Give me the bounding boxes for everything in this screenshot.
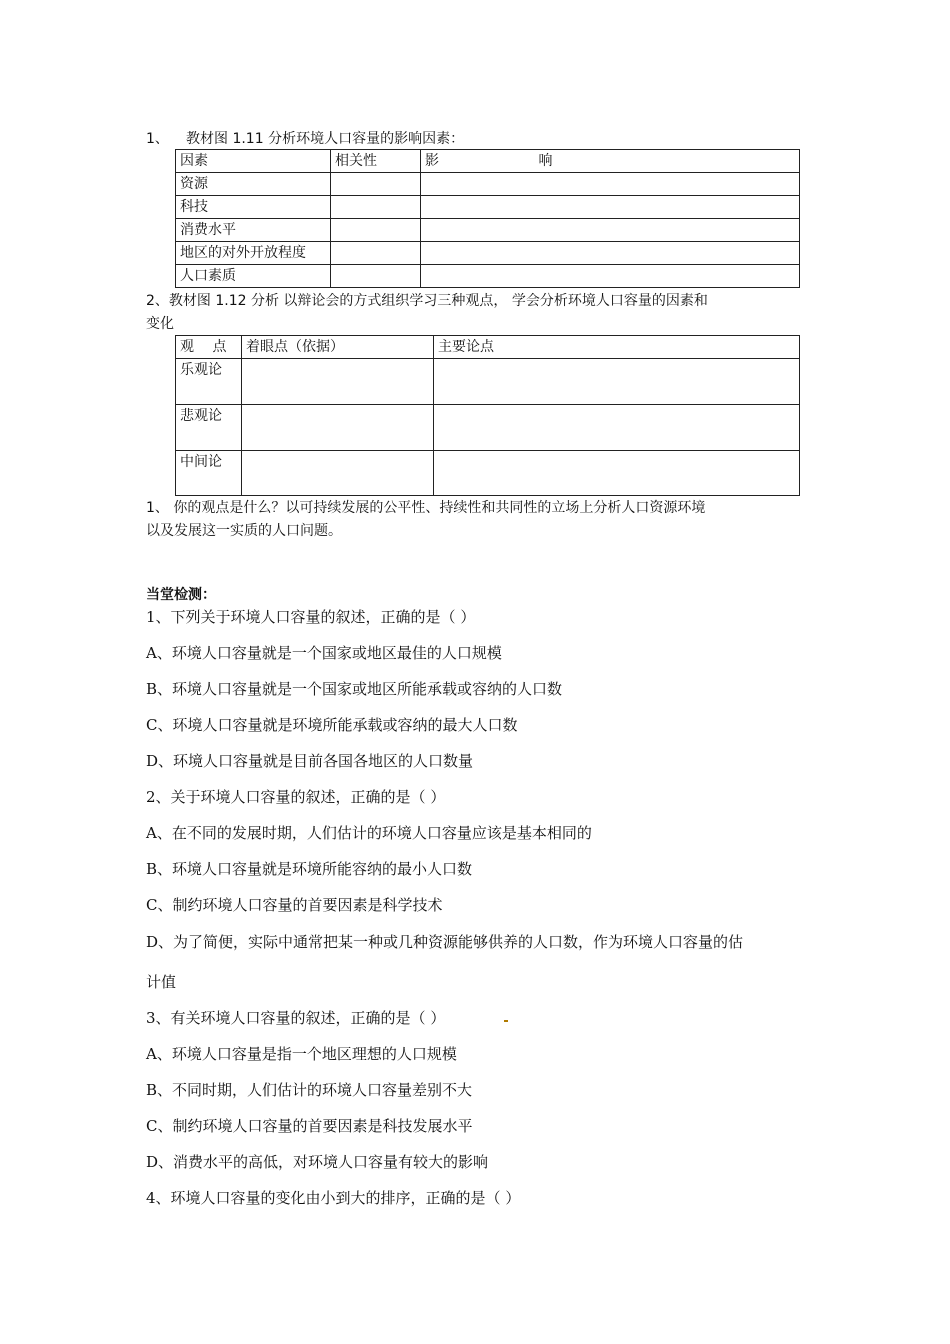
factor-cell: 人口素质: [176, 265, 331, 288]
quiz-line: 2、关于环境人口容量的叙述，正确的是（ ）: [146, 788, 446, 806]
empty-cell: [421, 173, 800, 196]
table-header-cell: 相关性: [331, 150, 421, 173]
empty-cell: [331, 242, 421, 265]
empty-cell: [434, 405, 800, 451]
factor-cell: 科技: [176, 196, 331, 219]
quiz-line: D、消费水平的高低，对环境人口容量有较大的影响: [146, 1153, 489, 1171]
empty-cell: [434, 451, 800, 496]
quiz-line: 4、环境人口容量的变化由小到大的排序，正确的是（ ）: [146, 1189, 521, 1207]
quiz-line: 3、有关环境人口容量的叙述，正确的是（ ）: [146, 1009, 446, 1027]
quiz-line: C、制约环境人口容量的首要因素是科技发展水平: [146, 1117, 473, 1135]
section2-line2: 变化: [146, 316, 174, 332]
table-header-cell: [421, 150, 800, 173]
quiz-line: 1、下列关于环境人口容量的叙述，正确的是（ ）: [146, 608, 476, 626]
quiz-line: D、环境人口容量就是目前各国各地区的人口数量: [146, 752, 474, 770]
quiz-line: B、环境人口容量就是一个国家或地区所能承载或容纳的人口数: [146, 680, 563, 698]
factor-cell: 资源: [176, 173, 331, 196]
empty-cell: [421, 196, 800, 219]
empty-cell: [331, 196, 421, 219]
viewpoints-table: [175, 335, 800, 496]
section3-line1: 1、 你的观点是什么？以可持续发展的公平性、持续性和共同性的立场上分析人口资源环境: [146, 500, 706, 516]
empty-cell: [331, 173, 421, 196]
quiz-line: C、环境人口容量就是环境所能承载或容纳的最大人口数: [146, 716, 518, 734]
table-header-cell: 着眼点（依据）: [242, 336, 434, 359]
table-row: [176, 242, 800, 265]
quiz-line: D、为了简便，实际中通常把某一种或几种资源能够供养的人口数，作为环境人口容量的估: [146, 933, 744, 951]
table-row: [176, 359, 800, 405]
empty-cell: [331, 219, 421, 242]
table-row: [176, 173, 800, 196]
header-influence: 影 响: [425, 153, 553, 169]
stray-mark: [504, 1020, 508, 1022]
empty-cell: [242, 451, 434, 496]
viewpoint-cell: 中间论: [176, 451, 242, 496]
table-header-row: [176, 150, 800, 173]
quiz-line: A、环境人口容量是指一个地区理想的人口规模: [146, 1045, 457, 1063]
table-header-cell: 主要论点: [434, 336, 800, 359]
quiz-line: A、环境人口容量就是一个国家或地区最佳的人口规模: [146, 644, 502, 662]
section1-number: 1、: [146, 131, 169, 147]
viewpoint-cell: 乐观论: [176, 359, 242, 405]
table-header-row: [176, 336, 800, 359]
empty-cell: [421, 242, 800, 265]
section3-line2: 以及发展这一实质的人口问题。: [146, 523, 342, 539]
factor-cell: 消费水平: [176, 219, 331, 242]
section2-line1: 2、教材图 1.12 分析 以辩论会的方式组织学习三种观点， 学会分析环境人口容量的因素和: [146, 293, 708, 309]
table-header-cell: 因素: [176, 150, 331, 173]
quiz-line: C、制约环境人口容量的首要因素是科学技术: [146, 896, 443, 914]
table-header-cell: [176, 336, 242, 359]
factor-cell: 地区的对外开放程度: [176, 242, 331, 265]
viewpoint-cell: 悲观论: [176, 405, 242, 451]
table-row: [176, 219, 800, 242]
table-row: [176, 451, 800, 496]
table-row: [176, 196, 800, 219]
empty-cell: [421, 219, 800, 242]
quiz-title: 当堂检测：: [146, 587, 216, 603]
empty-cell: [421, 265, 800, 288]
quiz-line: B、不同时期，人们估计的环境人口容量差别不大: [146, 1081, 473, 1099]
section1-heading: 教材图 1.11 分析环境人口容量的影响因素：: [186, 131, 465, 147]
empty-cell: [242, 405, 434, 451]
quiz-line: 计值: [146, 973, 177, 991]
table-row: [176, 405, 800, 451]
table-row: [176, 265, 800, 288]
quiz-line: B、环境人口容量就是环境所能容纳的最小人口数: [146, 860, 473, 878]
factors-table: [175, 149, 800, 288]
empty-cell: [331, 265, 421, 288]
empty-cell: [434, 359, 800, 405]
empty-cell: [242, 359, 434, 405]
quiz-line: A、在不同的发展时期，人们估计的环境人口容量应该是基本相同的: [146, 824, 592, 842]
header-viewpoint: 观 点: [180, 339, 227, 355]
